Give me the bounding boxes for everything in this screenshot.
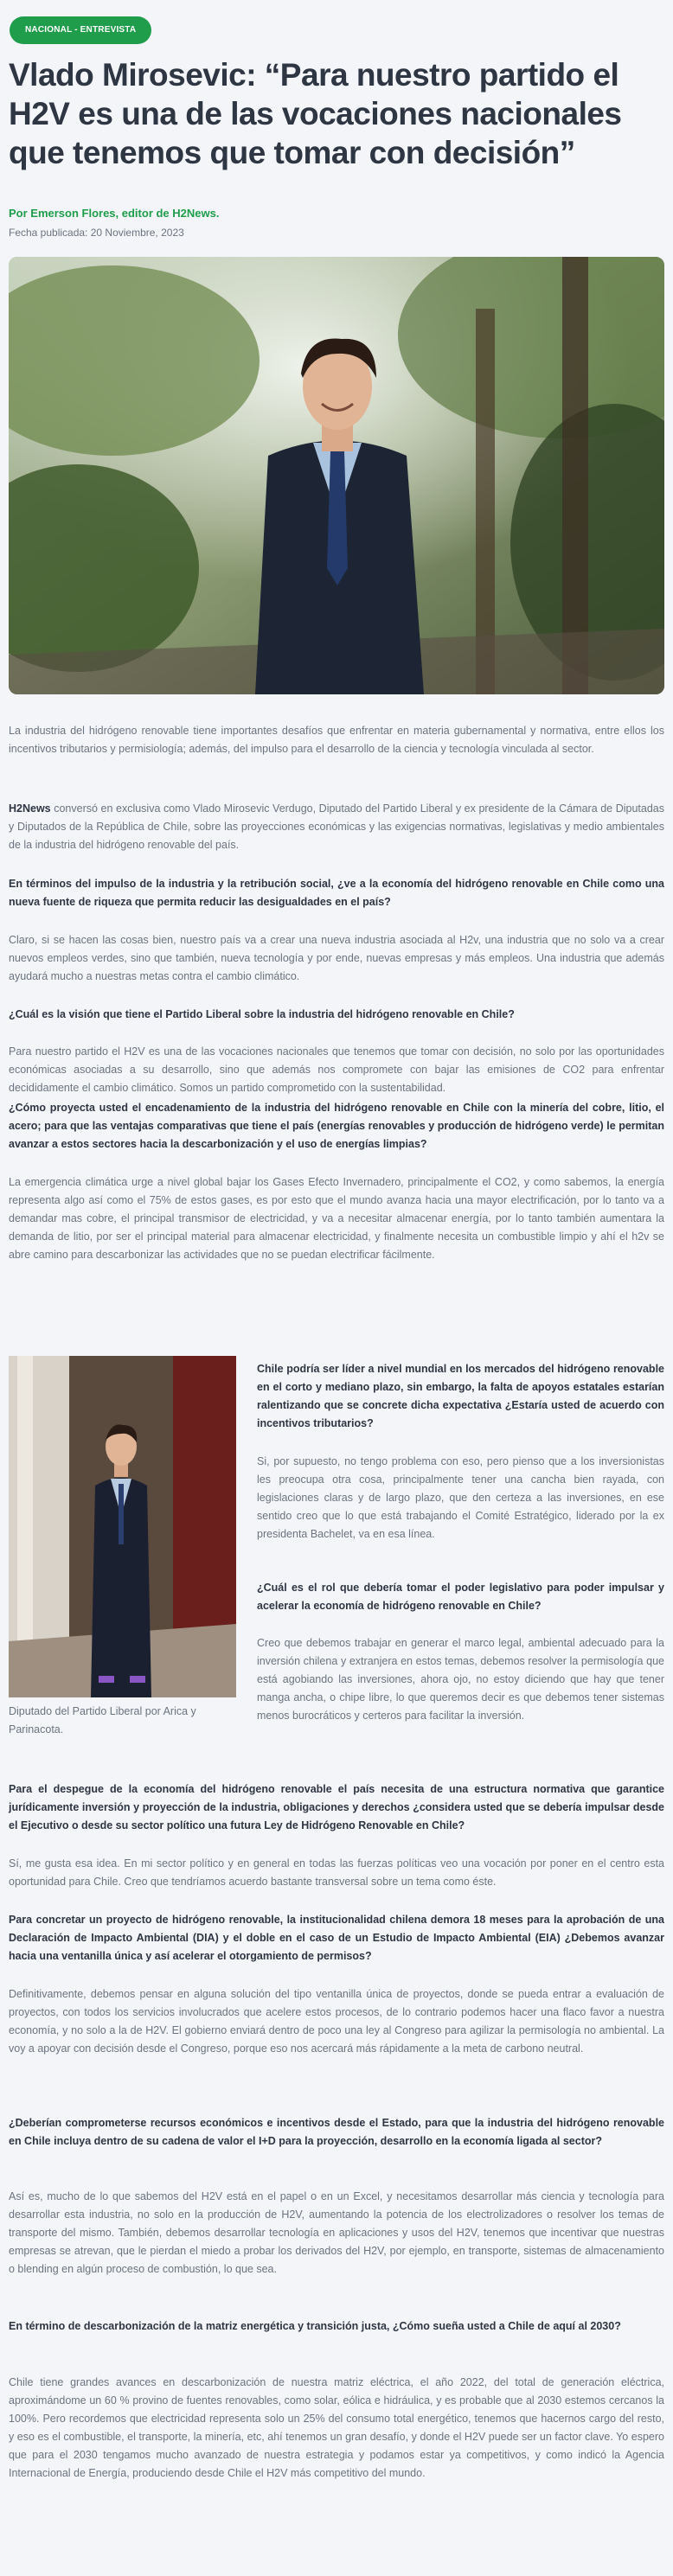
category-badge[interactable]: NACIONAL - ENTREVISTA: [10, 16, 151, 44]
intro-paragraph: La industria del hidrógeno renovable tiene importantes desafíos que enfrentar en materia gubernamental y normativa, entre ellos los incentivos tributarios y permisiología; además, del impulso para el desarrollo de la ciencia y tecnología vinculada al sector.: [9, 725, 664, 755]
publish-date: Fecha publicada: 20 Noviembre, 2023: [9, 227, 184, 239]
intro-paragraph-2-text: conversó en exclusiva como Vlado Mirosevic Verdugo, Diputado del Partido Liberal y ex presidente de la Cámara de Diputadas y Diputados de la República de Chile, sobre las proyecciones económicas y las exigencias normativas, legislativas y medio ambientales de la industria del hidrógeno renovable del país.: [9, 802, 664, 851]
standing-portrait-illustration: [9, 1356, 236, 1697]
question-8: ¿Deberían comprometerse recursos económicos e incentivos desde el Estado, para que la industria del hidrógeno renovable en Chile incluya dentro de su cadena de valor el I+D para la proyección, desarrollo en la economía ligada al sector?: [9, 2117, 664, 2147]
article-title: Vlado Mirosevic: “Para nuestro partido el H2V es una de las vocaciones nacionales que tenemos que tomar con decisión”: [9, 57, 622, 170]
question-6: Para el despegue de la economía del hidrógeno renovable el país necesita de una estructura normativa que garantice jurídicamente inversión y proyección de la industria, obligaciones y derechos ¿considera usted que se debería impulsar desde el Ejecutivo o desde su sector político una futura Ley de Hidrógeno Renovable en Chile?: [9, 1783, 664, 1831]
answer-5: Creo que debemos trabajar en generar el marco legal, ambiental adecuado para la inversión chilena y extranjera en estos temas, debemos resolver la permisología que está agobiando las inversiones, ahora ojo, no estoy diciendo que hay que tener manga ancha, o chipe libre, lo que queremos decir es que debemos tener sistemas menos burocráticos y certeros para facilitar la inversión.: [257, 1637, 664, 1722]
question-9: En término de descarbonización de la matriz energética y transición justa, ¿Cómo sueña usted a Chile de aquí al 2030?: [9, 2320, 621, 2332]
answer-7: Definitivamente, debemos pensar en alguna solución del tipo ventanilla única de proyectos, donde se pueda entrar a evaluación de proyectos, con todos los servicios involucrados que acelere estos procesos, de lo contrario podemos hacer una flaco favor a nuestra economía, y no solo a la de H2V. El gobierno enviará dentro de poco una ley al Congreso para agilizar la permisología no ambiental. La voy a apoyar con decisión desde el Congreso, porque eso nos acercará más rápidamente a la meta de carbono neutral.: [9, 1988, 664, 2055]
question-5: ¿Cuál es el rol que debería tomar el poder legislativo para poder impulsar y acelerar la economía de hidrógeno renovable en Chile?: [257, 1582, 664, 1612]
answer-8: Así es, mucho de lo que sabemos del H2V está en el papel o en un Excel, y necesitamos desarrollar más ciencia y tecnología para desarrollar esta industria, no solo en la producción de H2V, aumentando la potencia de los electrolizadores o resolver los temas de transporte del mismo. También, debemos desarrollar tecnología en aplicaciones y usos del H2V, tenemos que incentivar que nuestras empresas se atrevan, que le pierdan el miedo a probar los derivados del H2V, por ejemplo, en transporte, sistemas de almacenamiento o blending en algún proceso de combustión, lo que sea.: [9, 2190, 664, 2275]
h2news-brand: H2News: [9, 802, 51, 815]
question-2: ¿Cuál es la visión que tiene el Partido Liberal sobre la industria del hidrógeno renovable en Chile?: [9, 1008, 515, 1020]
question-7: Para concretar un proyecto de hidrógeno renovable, la institucionalidad chilena demora 18 meses para la aprobación de una Declaración de Impacto Ambiental (DIA) y el doble en el caso de un Estudio de Impacto Ambiental (EIA) ¿Debemos avanzar hacia una ventanilla única y así acelerar el otorgamiento de permisos?: [9, 1914, 664, 1962]
answer-2: Para nuestro partido el H2V es una de las vocaciones nacionales que tenemos que tomar con decisión, no solo por las oportunidades económicas asociadas a su desarrollo, sino que además nos compromete con bajar las emisiones de CO2 para enfrentar decididamente el cambio climático. Somos un partido comprometido con la sustentabilidad.: [9, 1045, 664, 1094]
intro-paragraph-2: [9, 800, 664, 854]
side-photo: [9, 1356, 236, 1697]
answer-9: Chile tiene grandes avances en descarbonización de nuestra matriz eléctrica, el año 2022, del total de generación eléctrica, aproximándome un 60 % provino de fuentes renovables, como solar, eólica e hidráulica, y es probable que al 2030 estemos cercanos la 100%. Pero recordemos que electricidad representa solo un 25% del consumo total energético, tenemos que hacernos cargo del resto, y eso es el combustible, el transporte, la minería, etc, ahí tenemos un gran desafío, y donde el H2V puede ser un factor clave. Yo espero que para el 2030 tengamos mucho avanzado de nuestra estrategia y podamos estar ya competitivos, y como indicó la Agencia Internacional de Energía, produciendo desde Chile el H2V más competitivo del mundo.: [9, 2376, 664, 2479]
question-4: Chile podría ser líder a nivel mundial en los mercados del hidrógeno renovable en el corto y mediano plazo, sin embargo, la falta de apoyos estatales estarían ralentizando que se concrete dicha expectativa ¿Estaría usted de acuerdo con incentivos tributarios?: [257, 1363, 664, 1429]
portrait-illustration: [9, 257, 664, 694]
question-1: En términos del impulso de la industria y la retribución social, ¿ve a la economía del hidrógeno renovable en Chile como una nueva fuente de riqueza que permita reducir las desigualdades en el país?: [9, 878, 664, 908]
hero-photo: [9, 257, 664, 694]
answer-3: La emergencia climática urge a nivel global bajar los Gases Efecto Invernadero, principalmente el CO2, y como sabemos, la energía representa algo así como el 75% de estos gases, es por esto que el mundo avanza hacia una mayor electrificación, por lo tanto va a demandar mas cobre, el principal transmisor de electricidad, y va a necesitar almacenar energía, por lo tanto también aumentara la demanda de litio, por ser el principal material para almacenar electricidad, y finalmente necesita un combustible limpio y ahí el h2v se abre camino para descarbonizar las actividades que no se puedan electrificar fácilmente.: [9, 1176, 664, 1261]
photo-caption: Diputado del Partido Liberal por Arica y Parinacota.: [9, 1705, 196, 1735]
question-3: ¿Cómo proyecta usted el encadenamiento de la industria del hidrógeno renovable en Chile con la minería del cobre, litio, el acero; para que las ventajas comparativas que tiene el país (energías renovables y producción de hidrógeno verde) le permitan avanzar a estos sectores hacia la descarbonización y el uso de energías limpias?: [9, 1102, 664, 1150]
answer-4: Si, por supuesto, no tengo problema con eso, pero pienso que a los inversionistas les preocupa otra cosa, principalmente tener una cancha bien rayada, con legislaciones claras y de largo plazo, que den certeza a las inversiones, en ese sentido creo que lo que está trabajando el Comité Estratégico, liderado por la ex presidenta Bachelet, va en esa línea.: [257, 1455, 664, 1540]
article-author[interactable]: Por Emerson Flores, editor de H2News.: [9, 207, 220, 220]
answer-1: Claro, si se hacen las cosas bien, nuestro país va a crear una nueva industria asociada al H2v, una industria que no solo va a crear nuevos empleos verdes, sino que también, nueva tecnología y por ende, nuevas empresas y más empleos. Una industria que además ayudará mucho a nuestras metas contra el cambio climático.: [9, 934, 664, 982]
answer-6: Sí, me gusta esa idea. En mi sector político y en general en todas las fuerzas políticas veo una vocación por poner en el centro esta oportunidad para Chile. Creo que tendríamos acuerdo bastante transversal sobre un tema como éste.: [9, 1857, 664, 1888]
